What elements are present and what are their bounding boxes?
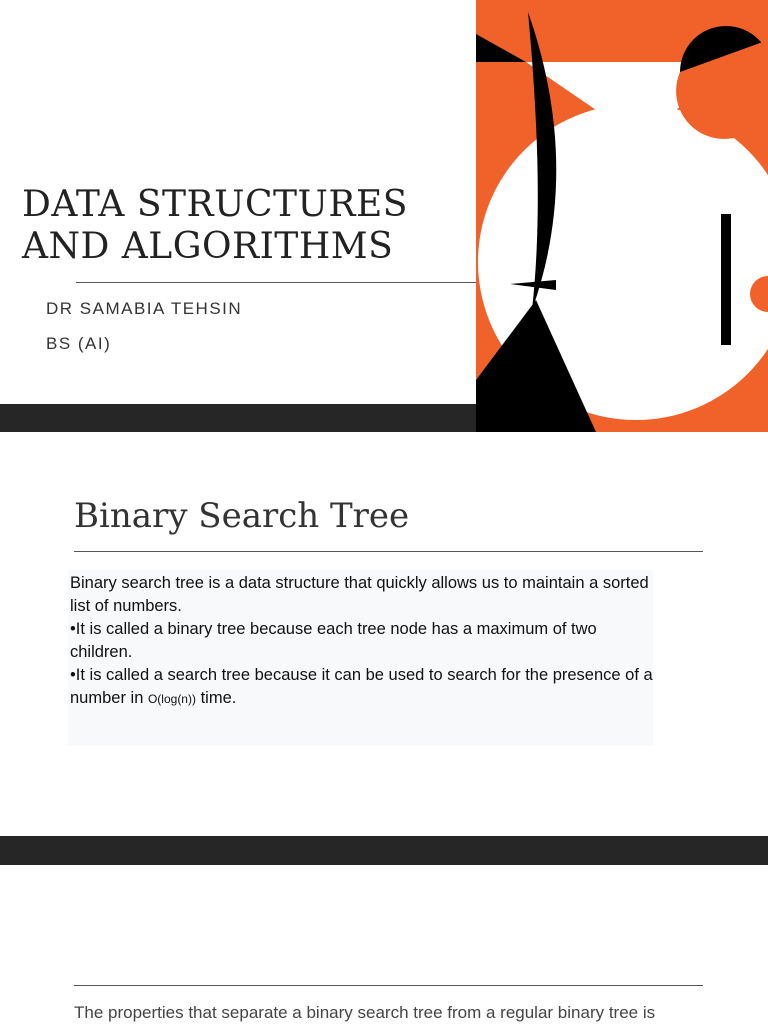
bullet-binary-tree: •It is called a binary tree because each tree node has a maximum of two children. (70, 620, 597, 661)
bullet-search-tree-text: •It is called a search tree because it can be used to search for the presence of a number in (70, 666, 653, 707)
section-title: Binary Search Tree (74, 496, 410, 536)
title-divider (76, 282, 476, 283)
complexity-notation: O(log(n)) (147, 692, 196, 706)
slide-title-line2: AND ALGORITHMS (22, 226, 394, 267)
slide-separator-band (0, 404, 476, 432)
section-title-divider (74, 551, 703, 552)
author-name: DR SAMABIA TEHSIN (46, 299, 243, 318)
intro-paragraph: Binary search tree is a data structure that quickly allows us to maintain a sorted list of numbers. (70, 574, 649, 615)
bullet-search-tree (70, 664, 660, 711)
bst-description (70, 572, 660, 711)
program-label: BS (AI) (46, 334, 112, 353)
properties-text: The properties that separate a binary search tree from a regular binary tree is (74, 1003, 656, 1022)
abstract-art-image (476, 0, 768, 432)
art-black-bar (721, 214, 731, 345)
slide-title (22, 184, 462, 268)
slide3-divider (74, 985, 703, 986)
slide-title-line1: DATA STRUCTURES (22, 184, 408, 225)
bullet-search-tree-end: time. (195, 689, 237, 707)
slide-separator-band-2 (0, 836, 768, 865)
